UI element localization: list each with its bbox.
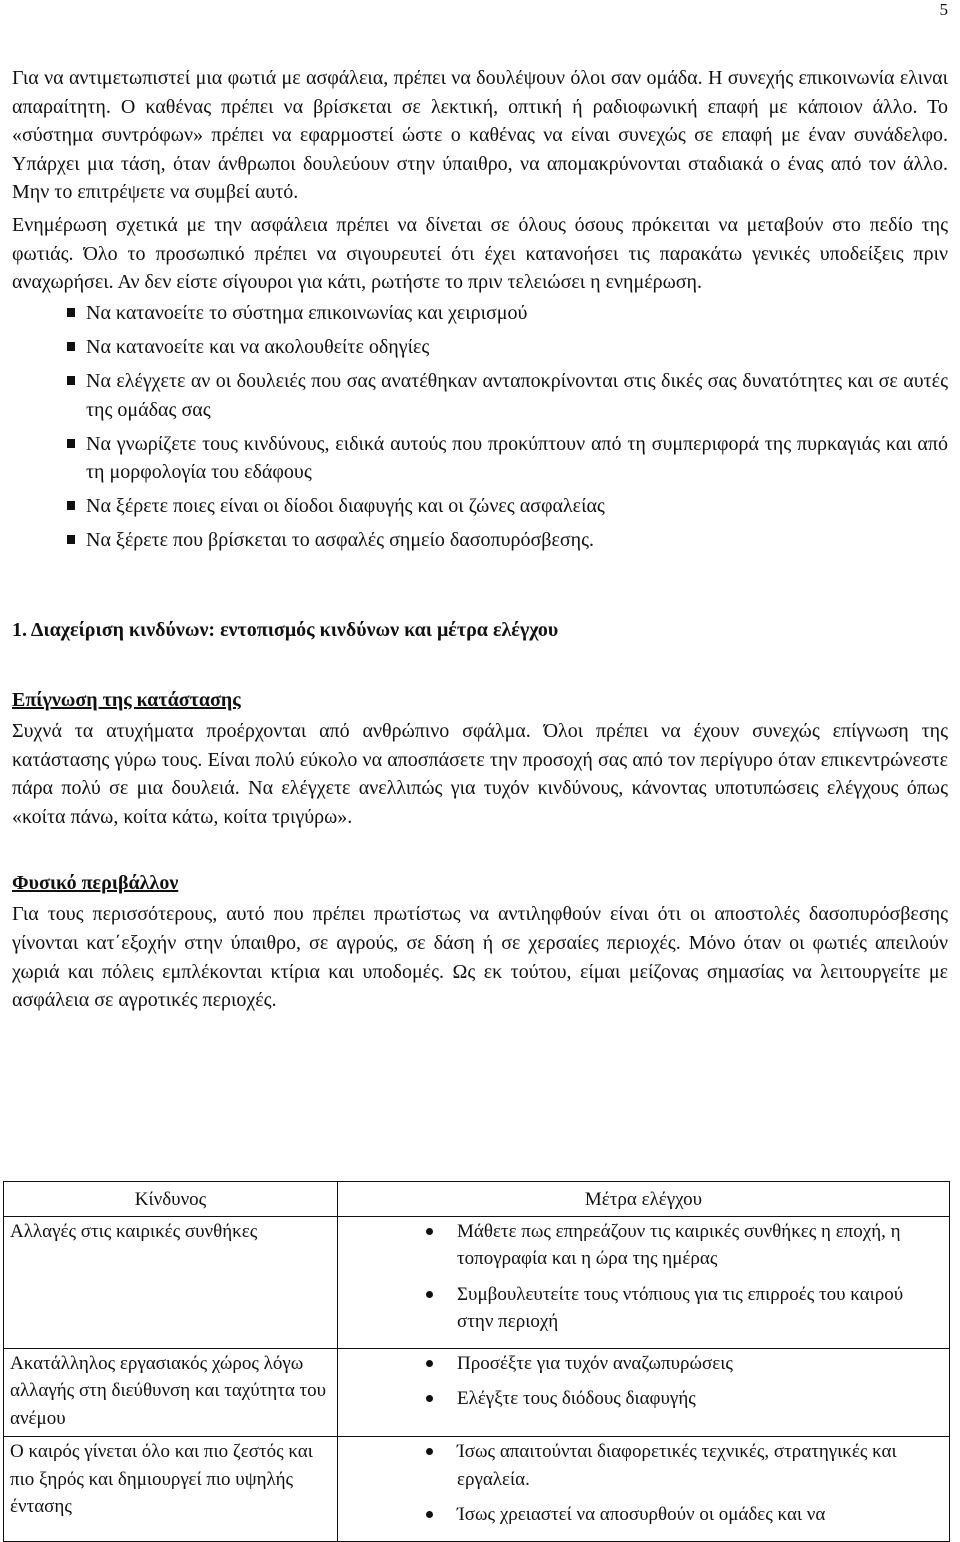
list-item: Να ξέρετε που βρίσκεται το ασφαλές σημείο δασοπυρόσβεσης. [12, 526, 948, 555]
square-bullet-icon [67, 535, 75, 544]
table-row [4, 1348, 950, 1437]
physical-environment-text: Για τους περισσότερους, αυτό που πρέπει πρωτίστως να αντιληφθούν είναι ότι οι αποστολές δασοπυρόσβεσης γίνονται κατ΄εξοχήν στην ύπαιθρο, σε αγρούς, σε δάση ή σε χερσαίες περιοχές. Μόνο όταν οι φωτιές απειλούν χωριά και πόλεις εμπλέκονται κτίρια και υποδομές. Ως εκ τούτου, είμαι μείζονας σημασίας να λειτουργείτε με ασφάλεια σε αγροτικές περιοχές. [12, 903, 948, 1012]
controls-cell [338, 1437, 950, 1542]
control-item: Συμβουλευτείτε τους ντόπιους για τις επιρροές του καιρού στην περιοχή [344, 1281, 943, 1336]
control-item: Ίσως απαιτούνται διαφορετικές τεχνικές, στρατηγικές και εργαλεία. [344, 1438, 943, 1493]
square-bullet-icon [67, 308, 75, 317]
control-item: Μάθετε πως επηρεάζουν τις καιρικές συνθήκες η εποχή, η τοπογραφία και η ώρα της ημέρας [344, 1218, 943, 1273]
guidelines-list [12, 299, 948, 555]
document-body [12, 64, 948, 1015]
table-header-row [4, 1182, 950, 1217]
control-item: Προσέξτε για τυχόν αναζωπυρώσεις [344, 1350, 943, 1378]
intro-paragraph-briefing: Ενημέρωση σχετικά με την ασφάλεια πρέπει να δίνεται σε όλους όσους πρόκειται να μεταβούν στο πεδίο της φωτιάς. Όλο το προσωπικό πρέπει να σιγουρευτεί ότι έχει κατανοήσει τις παρακάτω γενικές υποδείξεις πριν αναχωρήσει. Αν δεν είστε σίγουροι για κάτι, ρωτήστε το πριν τελειώσει η ενημέρωση. [12, 213, 948, 294]
list-item: Να γνωρίζετε τους κινδύνους, ειδικά αυτούς που προκύπτουν από τη συμπεριφορά της πυρκαγιάς και από τη μορφολογία του εδάφους [12, 430, 948, 487]
section-title-risk-management: 1. Διαχείριση κινδύνων: εντοπισμός κινδύνων και μέτρα ελέγχου [12, 619, 559, 641]
bullet-dot-icon [426, 1291, 433, 1298]
situation-awareness-text: Συχνά τα ατυχήματα προέρχονται από ανθρώπινο σφάλμα. Όλοι πρέπει να έχουν συνεχώς επίγνωση της κατάστασης γύρω τους. Είναι πολύ εύκολο να αποσπάσετε την προσοχή σας από τον περίγυρο όταν επικεντρώνεστε πάρα πολύ σε μια δουλειά. Να ελέγχετε ανελλιπώς για τυχόν κινδύνους, κάνοντας υποτυπώσεις ελέγχους όπως «κοίτα πάνω, κοίτα κάτω, κοίτα τριγύρω». [12, 720, 948, 828]
bullet-dot-icon [426, 1448, 433, 1455]
square-bullet-icon [67, 439, 75, 448]
square-bullet-icon [67, 376, 75, 385]
intro-paragraph-teamwork: Για να αντιμετωπιστεί μια φωτιά με ασφάλεια, πρέπει να δουλέψουν όλοι σαν ομάδα. Η συνεχής επικοινωνία ελιναι απαραίτητη. Ο καθένας πρέπει να βρίσκεται σε λεκτική, οπτική ή ραδιοφωνική επαφή με κάποιον άλλο. Το «σύστημα συντρόφων» πρέπει να εφαρμοστεί ώστε ο καθένας να είναι συνεχώς σε επαφή με έναν συνάδελφο. Υπάρχει μια τάση, όταν άνθρωποι δουλεύουν στην ύπαιθρο, να απομακρύνονται σταδιακά ο ένας από τον άλλο. Μην το επιτρέψετε να συμβεί αυτό. [12, 67, 948, 204]
column-header-control-measures: Μέτρα ελέγχου [338, 1182, 950, 1217]
table-row [4, 1437, 950, 1542]
bullet-dot-icon [426, 1395, 433, 1402]
bullet-dot-icon [426, 1511, 433, 1518]
list-item: Να κατανοείτε και να ακολουθείτε οδηγίες [12, 333, 948, 362]
control-item: Ελέγξτε τους διόδους διαφυγής [344, 1385, 943, 1413]
hazard-control-table [3, 1181, 950, 1542]
controls-cell [338, 1216, 950, 1348]
hazard-cell: Αλλαγές στις καιρικές συνθήκες [4, 1216, 338, 1348]
column-header-hazard: Κίνδυνος [4, 1182, 338, 1217]
hazard-cell: Ο καιρός γίνεται όλο και πιο ζεστός και πιο ξηρός και δημιουργεί πιο υψηλής έντασης [4, 1437, 338, 1542]
list-item: Να κατανοείτε το σύστημα επικοινωνίας και χειρισμού [12, 299, 948, 328]
square-bullet-icon [67, 501, 75, 510]
page-number: 5 [939, 0, 948, 19]
heading-physical-environment: Φυσικό περιβάλλον [12, 872, 179, 895]
list-item: Να ξέρετε ποιες είναι οι δίοδοι διαφυγής και οι ζώνες ασφαλείας [12, 492, 948, 521]
list-item: Να ελέγχετε αν οι δουλειές που σας ανατέθηκαν ανταποκρίνονται στις δικές σας δυνατότητες και σε αυτές της ομάδας σας [12, 367, 948, 424]
square-bullet-icon [67, 342, 75, 351]
bullet-dot-icon [426, 1228, 433, 1235]
table-row [4, 1216, 950, 1348]
controls-cell [338, 1348, 950, 1437]
control-item: Ίσως χρειαστεί να αποσυρθούν οι ομάδες και να [344, 1501, 943, 1529]
heading-situation-awareness: Επίγνωση της κατάστασης [12, 689, 241, 711]
hazard-cell: Ακατάλληλος εργασιακός χώρος λόγω αλλαγής στη διεύθυνση και ταχύτητα του ανέμου [4, 1348, 338, 1437]
bullet-dot-icon [426, 1360, 433, 1367]
